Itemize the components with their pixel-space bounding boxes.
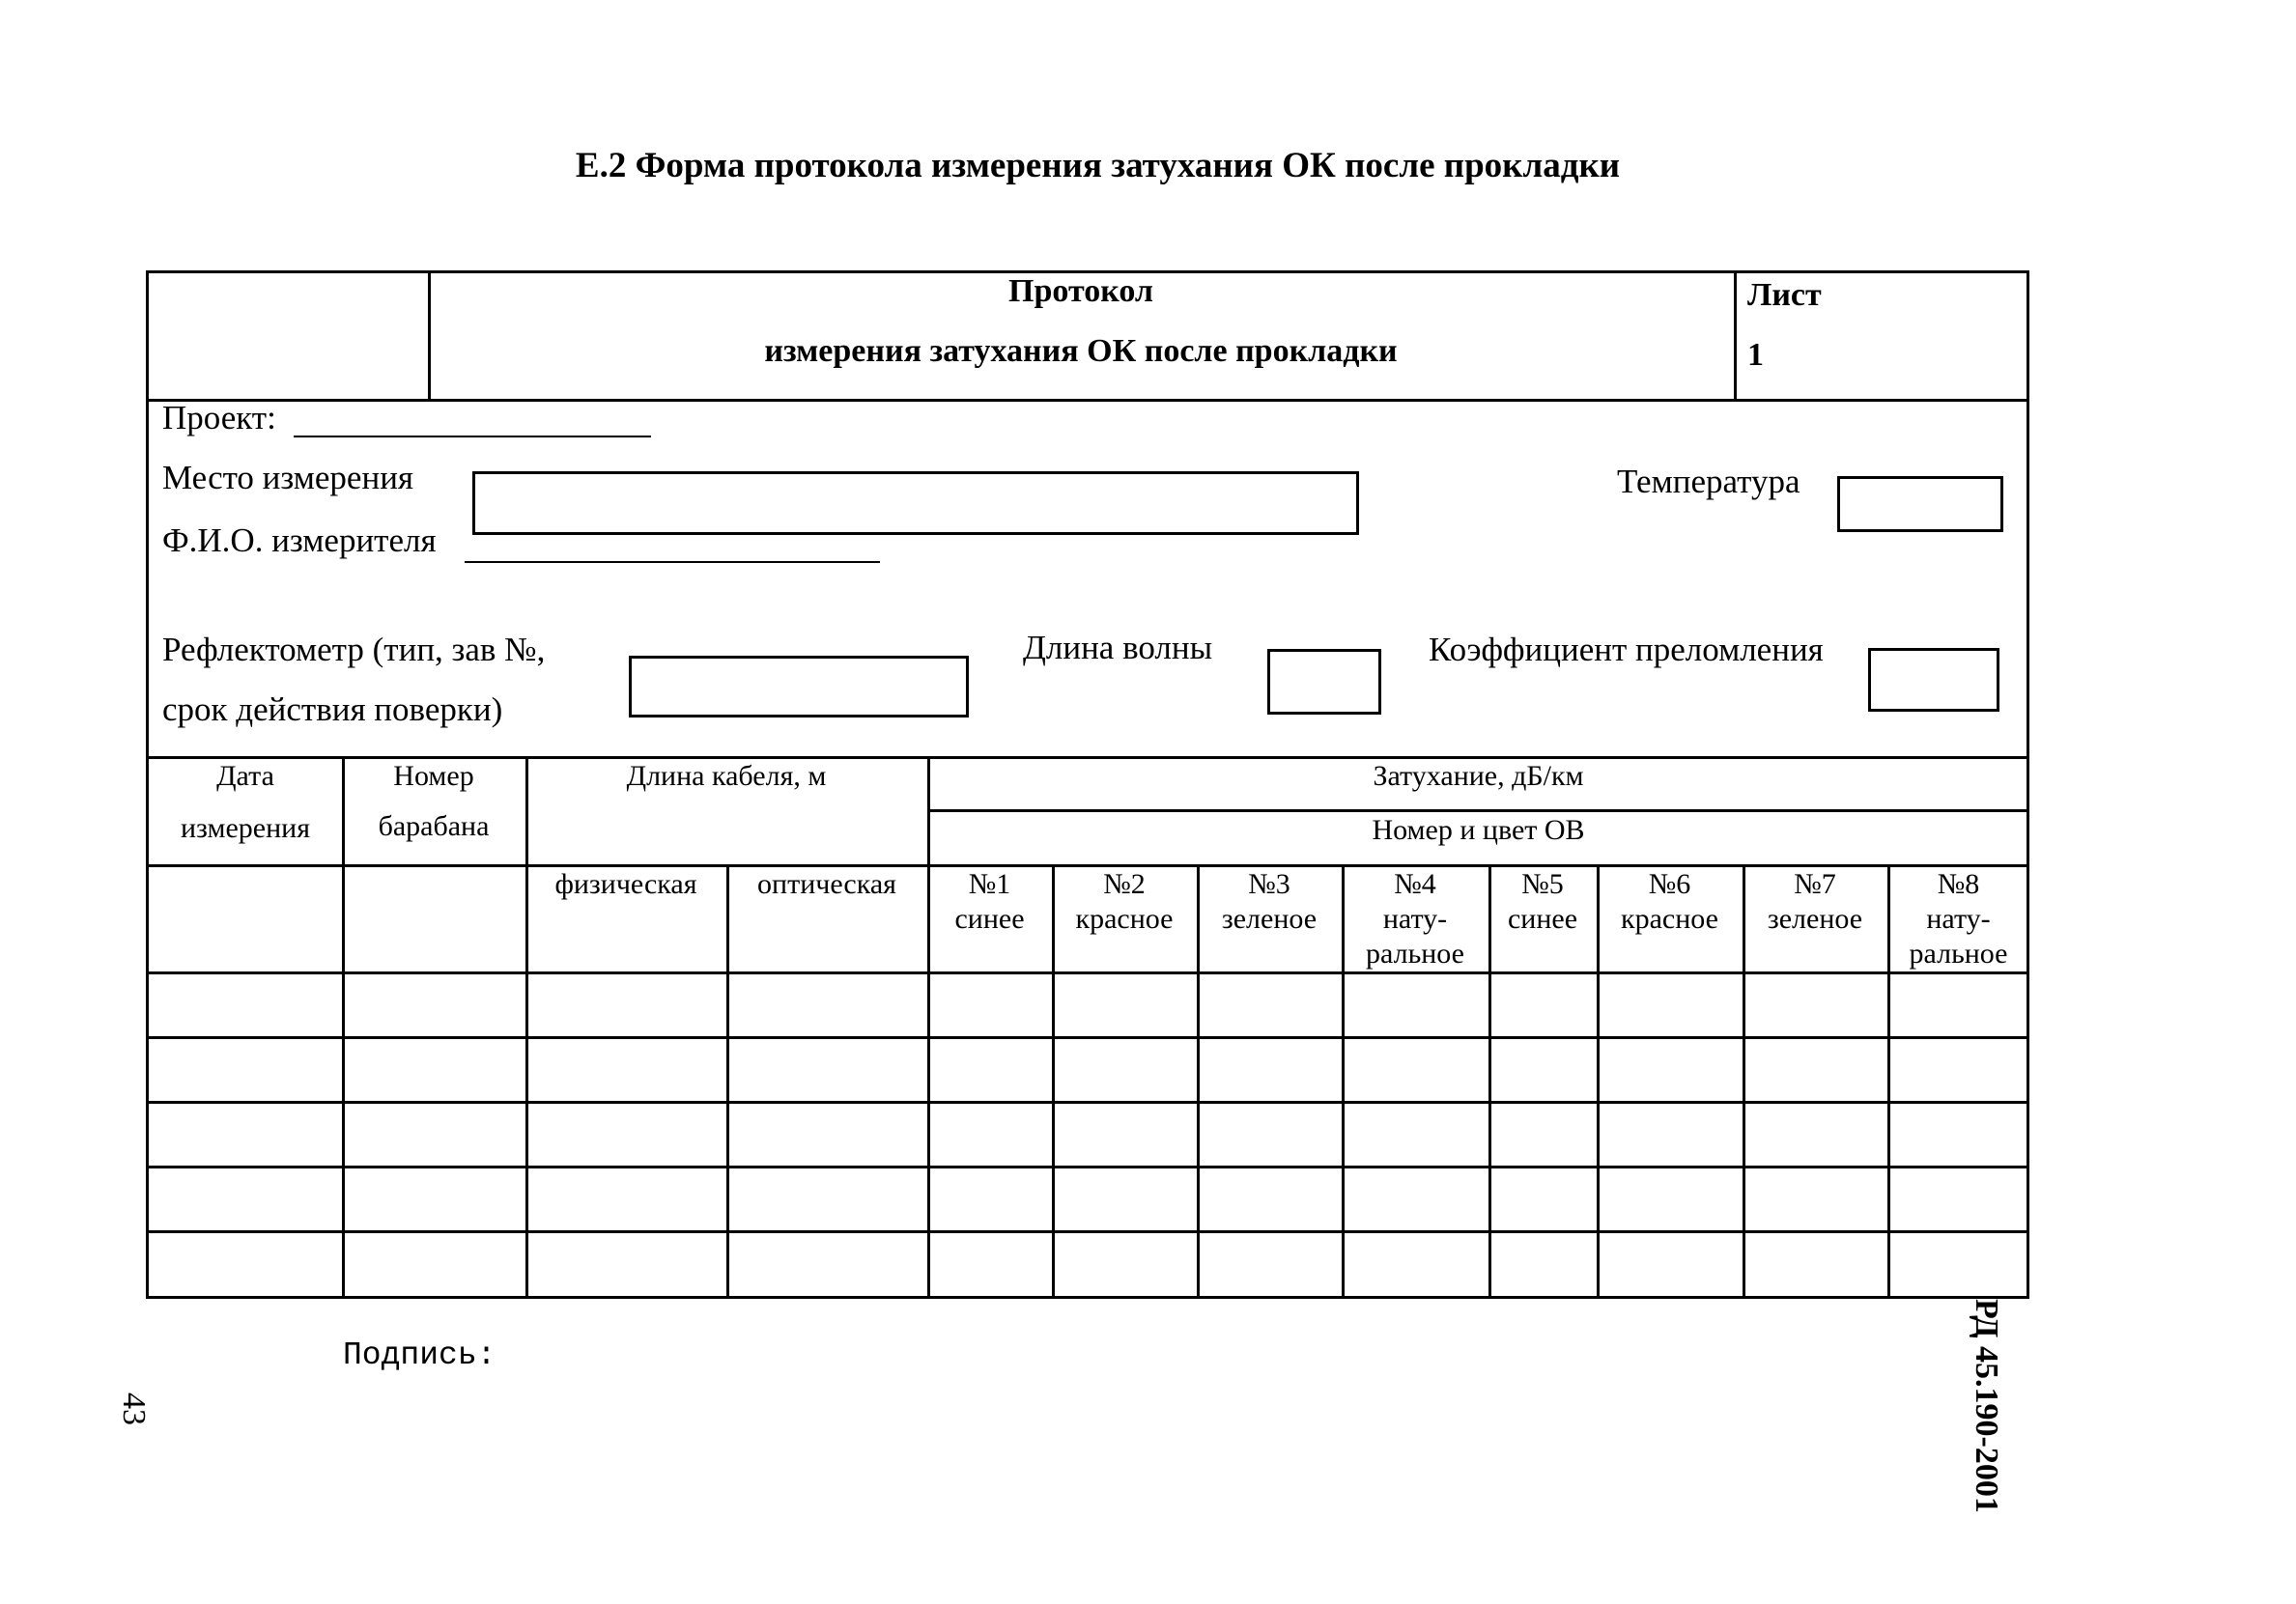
protocol-heading: Протокол (1008, 273, 1153, 309)
subheader-row-line (149, 971, 2029, 974)
reflectometer-label-line2: срок действия поверки) (162, 690, 503, 728)
row-line-1 (149, 1036, 2029, 1039)
protocol-form (146, 270, 2029, 1299)
document-code: РД 45.190-2001 (1969, 1299, 2004, 1513)
protocol-subtitle: измерения затухания ОК после прокладки (764, 333, 1398, 369)
fiber-7-color: зеленое (1767, 903, 1863, 935)
row-line-2 (149, 1101, 2029, 1104)
row-line-4 (149, 1230, 2029, 1233)
page-number: 43 (116, 1393, 152, 1425)
fiber-number-color-header: Номер и цвет ОВ (1372, 814, 1585, 846)
drum-header-line1: Номер (393, 760, 474, 792)
temperature-input-box[interactable] (1837, 476, 2003, 532)
fiber-8-number: №8 (1937, 868, 1980, 900)
col-line-physical (726, 864, 729, 1299)
fiber-3-number: №3 (1248, 868, 1290, 900)
attenuation-header: Затухание, дБ/км (1373, 760, 1584, 792)
place-input-box[interactable] (472, 471, 1359, 535)
fiber-6-color: красное (1621, 903, 1718, 935)
sheet-label: Лист (1747, 277, 1822, 313)
fiber-3-color: зеленое (1221, 903, 1318, 935)
signature-label: Подпись: (343, 1337, 496, 1373)
row-line-3 (149, 1166, 2029, 1168)
refraction-label: Коэффициент преломления (1429, 631, 1824, 668)
header-divider-right (1734, 273, 1737, 399)
drum-header-line2: барабана (378, 810, 490, 842)
fiber-5-color: синее (1507, 903, 1578, 935)
fiber-7-number: №7 (1794, 868, 1836, 900)
header-bottom-line (149, 399, 2029, 402)
reflectometer-label-line1: Рефлектометр (тип, зав №, (162, 631, 546, 668)
refraction-input-box[interactable] (1868, 648, 1999, 712)
physical-header: физическая (554, 868, 697, 900)
fiber-4-color: нату- (1382, 903, 1448, 935)
page-title: Е.2 Форма протокола измерения затухания ОК после прокладки (575, 146, 1621, 185)
date-header-line1: Дата (216, 760, 274, 792)
fiber-1-color: синее (954, 903, 1025, 935)
fiber-4-color-line2: ральное (1366, 938, 1464, 970)
project-underline[interactable] (294, 436, 651, 437)
reflectometer-input-box[interactable] (629, 656, 969, 718)
fiber-8-color-line2: ральное (1909, 938, 2008, 970)
fio-underline[interactable] (465, 561, 880, 563)
fiber-1-number: №1 (968, 868, 1011, 900)
cable-length-header: Длина кабеля, м (626, 760, 827, 792)
temperature-label: Температура (1617, 463, 1800, 500)
fio-label: Ф.И.О. измерителя (162, 521, 437, 559)
fiber-4-number: №4 (1394, 868, 1436, 900)
optical-header: оптическая (757, 868, 896, 900)
project-label: Проект: (162, 399, 276, 436)
fiber-2-number: №2 (1103, 868, 1146, 900)
fiber-5-number: №5 (1521, 868, 1564, 900)
sheet-number: 1 (1747, 337, 1764, 373)
col-line-drum (525, 756, 528, 1299)
fiber-2-color: красное (1075, 903, 1174, 935)
fiber-8-color: нату- (1926, 903, 1991, 935)
wavelength-input-box[interactable] (1267, 649, 1381, 715)
fiber-6-number: №6 (1648, 868, 1691, 900)
date-header-line2: измерения (180, 812, 310, 844)
place-label: Место измерения (162, 459, 414, 496)
wavelength-label: Длина волны (1023, 629, 1213, 666)
